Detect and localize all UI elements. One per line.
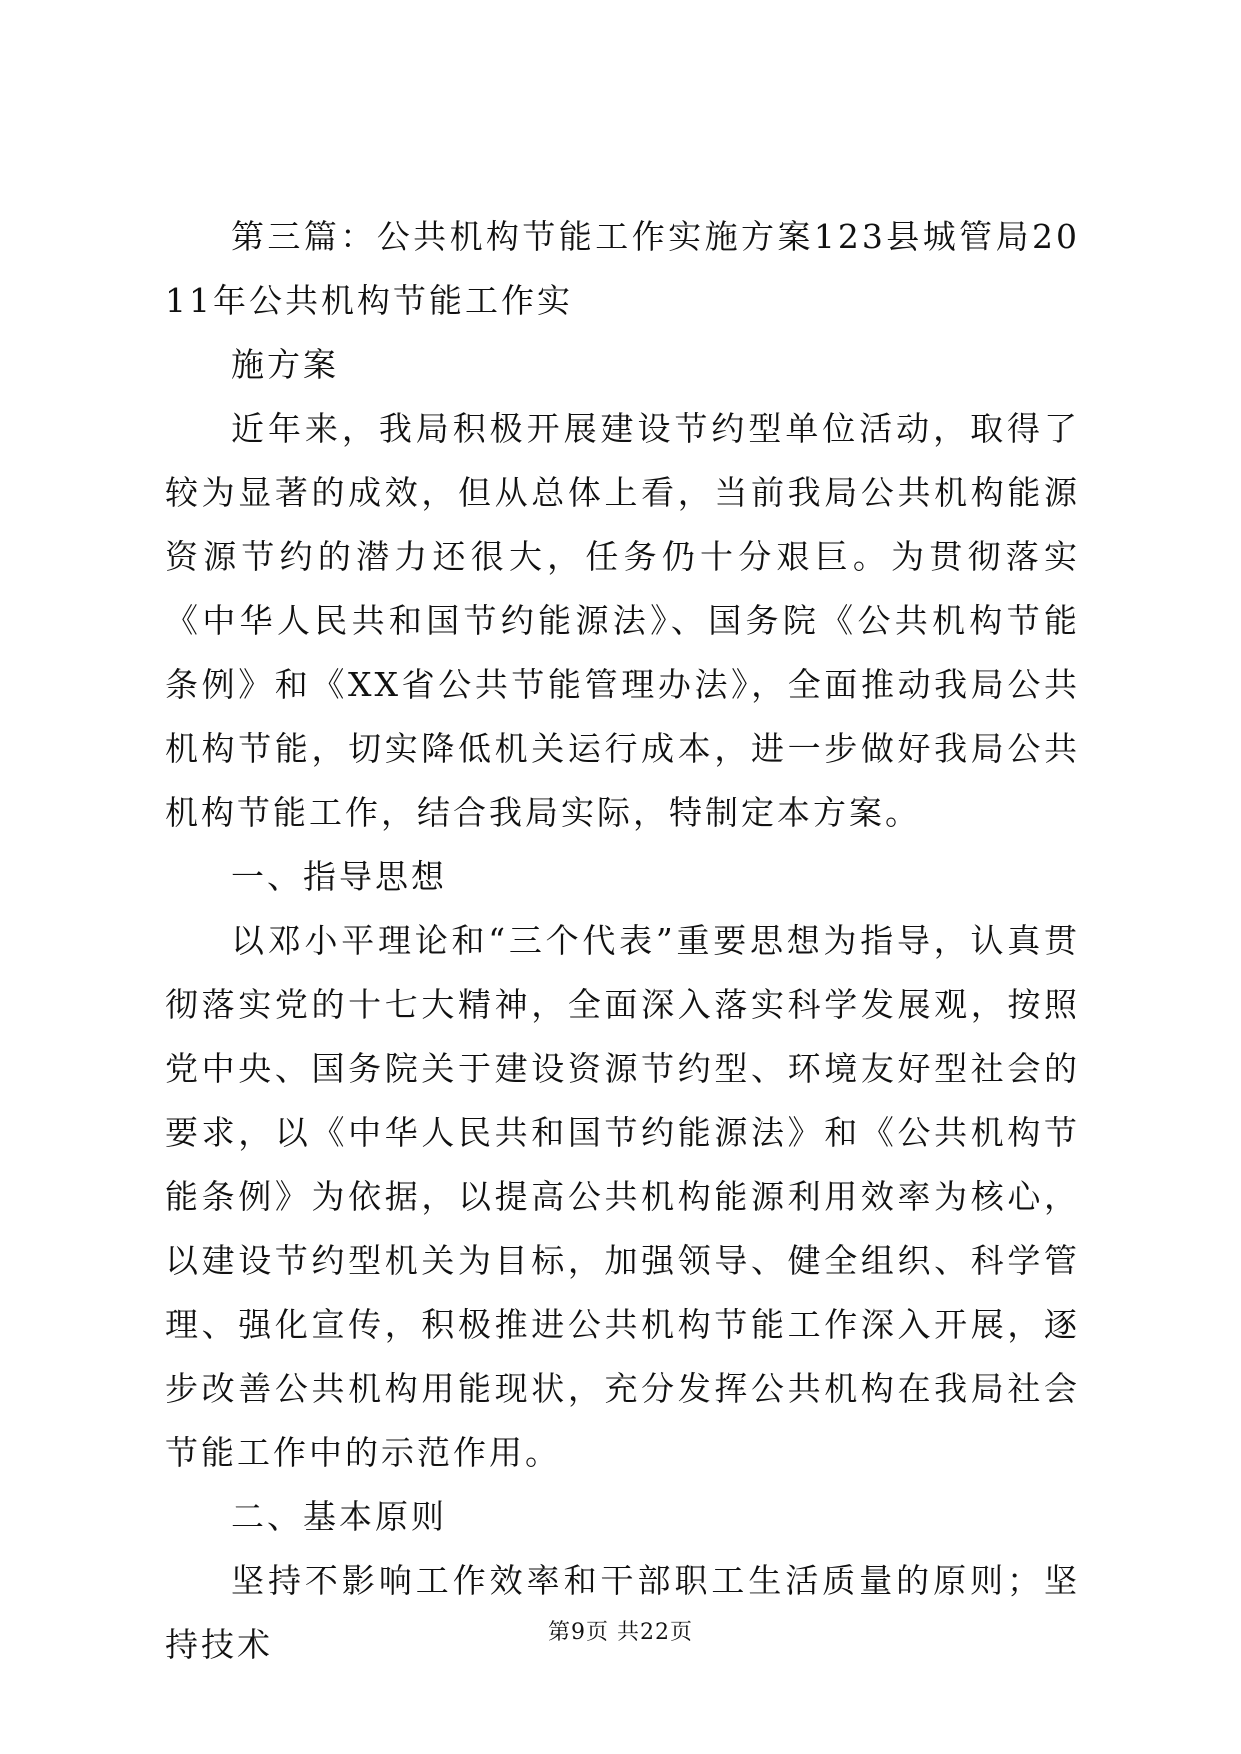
guiding-thought-paragraph: 以邓小平理论和“三个代表”重要思想为指导，认真贯彻落实党的十七大精神，全面深入落实科学发展观，按照党中央、国务院关于建设资源节约型、环境友好型社会的要求，以《中华人民共和国节约能源法》和《公共机构节能条例》为依据，以提高公共机构能源利用效率为核心，以建设节约型机关为目标，加强领导、健全组织、科学管理、强化宣传，积极推进公共机构节能工作深入开展，逐步改善公共机构用能现状，充分发挥公共机构在我局社会节能工作中的示范作用。 xyxy=(165,921,1080,1472)
heading-basic-principles: 二、基本原则 xyxy=(231,1497,447,1536)
section-title: 第三篇：公共机构节能工作实施方案123县城管局2011年公共机构节能工作实 xyxy=(165,217,1080,320)
section-title-continuation: 施方案 xyxy=(231,345,339,384)
page-number-footer: 第9页 共22页 xyxy=(548,1620,693,1645)
heading-guiding-thought: 一、指导思想 xyxy=(231,857,447,896)
basic-principles-paragraph: 坚持不影响工作效率和干部职工生活质量的原则；坚持技术 xyxy=(165,1561,1080,1664)
intro-paragraph: 近年来，我局积极开展建设节约型单位活动，取得了较为显著的成效，但从总体上看，当前我局公共机构能源资源节约的潜力还很大，任务仍十分艰巨。为贯彻落实《中华人民共和国节约能源法》、国务院《公共机构节能条例》和《XX省公共节能管理办法》，全面推动我局公共机构节能，切实降低机关运行成本，进一步做好我局公共机构节能工作，结合我局实际，特制定本方案。 xyxy=(165,409,1080,832)
document-body xyxy=(165,205,1080,1677)
